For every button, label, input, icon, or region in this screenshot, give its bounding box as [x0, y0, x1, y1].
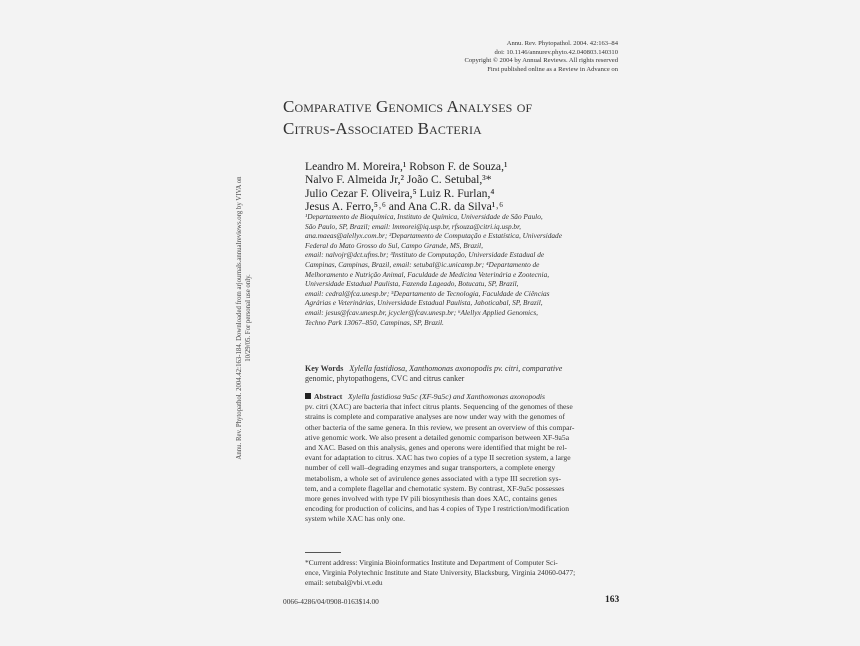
affiliation-line: Campinas, Campinas, Brazil, email: setubal@ic.unicamp.br; ⁴Departamento de [305, 259, 540, 269]
square-bullet-icon [305, 393, 311, 399]
affiliation-line: email: nalvojr@dct.ufms.br; ³Instituto de Computação, Universidade Estadual de [305, 250, 545, 260]
affiliations [305, 212, 625, 327]
copyright-line: Copyright © 2004 by Annual Reviews. All rights reserved [464, 57, 618, 65]
affiliation-line: Agrárias e Veterinárias, Universidade Estadual Paulista, Jaboticabal, SP, Brazil, [305, 298, 543, 308]
abstract-line: number of cell wall–degrading enzymes and sugar transporters, a complete energy [305, 463, 556, 473]
author-line: Jesus A. Ferro,⁵˒⁶ and Ana C.R. da Silva¹˒⁶ [305, 200, 504, 214]
abstract-line: system while XAC has only one. [305, 514, 405, 524]
author-line: Nalvo F. Almeida Jr,² João C. Setubal,³* [305, 173, 492, 187]
affiliation-line: Federal do Mato Grosso do Sul, Campo Grande, MS, Brazil, [305, 240, 483, 250]
affiliation-line: ¹Departamento de Bioquímica, Instituto de Química, Universidade de São Paulo, [305, 212, 543, 221]
affiliation-line: São Paulo, SP, Brazil; email: lmmorei@iq.usp.br, rfsouza@citri.iq.usp.br, [305, 221, 521, 231]
affiliation-line: Universidade Estadual Paulista, Fazenda Lageado, Botucatu, SP, Brazil, [305, 279, 519, 289]
abstract-line: other bacteria of the same genera. In this review, we present an overview of this compar- [305, 422, 575, 432]
affiliation-line: ana.maeas@alellyx.com.br; ²Departamento de Computação e Estatística, Universidade [305, 231, 562, 241]
author-list [305, 160, 507, 214]
abstract-line: metabolism, a whole set of avirulence genes associated with a type III secretion sys- [305, 473, 561, 483]
affiliation-line: email: jesus@fcav.unesp.br, jcycler@fcav.unesp.br; ⁶Alellyx Applied Genomics, [305, 307, 538, 317]
affiliation-line: Techno Park 13067–850, Campinas, SP, Brazil. [305, 317, 444, 327]
footnote-line: ence, Virginia Polytechnic Institute and State University, Blacksburg, Virginia 24060-0477; [305, 568, 576, 577]
doi-line: doi: 10.1146/annurev.phyto.42.040803.140310 [494, 48, 618, 56]
key-words-label: Key Words [305, 364, 344, 373]
issn-code: 0066-4286/04/0908-0163$14.00 [283, 597, 379, 606]
abstract-line: ative genomic work. We also present a detailed genomic comparison between XF-9a5a [305, 432, 570, 442]
affiliation-line: email: cedral@fca.unesp.br; ⁵Departamento de Tecnologia, Faculdade de Ciências [305, 288, 550, 298]
article-title [283, 96, 532, 140]
citation-header [464, 40, 618, 74]
abstract-line: encoding for production of colicins, and has 4 copies of Type I restriction/modification [305, 504, 569, 514]
footnote-line: *Current address: Virginia Bioinformatics Institute and Department of Computer Sci- [305, 558, 558, 567]
affiliation-line: Melhoramento e Nutrição Animal, Faculdade de Medicina Veterinária e Zootecnia, [305, 269, 550, 279]
footnote-divider [305, 552, 341, 553]
key-words [305, 364, 623, 385]
abstract-line: more genes involved with type IV pili biosynthesis than does XAC, contains genes [305, 494, 557, 504]
abstract-line: pv. citri (XAC) are bacteria that infect citrus plants. Sequencing of the genomes of these [305, 402, 573, 412]
published-line: First published online as a Review in Advance on [487, 65, 618, 73]
download-sidebar [236, 168, 258, 468]
author-line: Julio Cezar F. Oliveira,⁵ Luiz R. Furlan,⁴ [305, 186, 495, 200]
abstract-line: strains is complete and comparative analyses are now under way with the genomes of [305, 412, 566, 422]
title-line-1: Comparative Genomics Analyses of [283, 97, 533, 116]
footnote-line: email: setubal@vbi.vt.edu [305, 578, 383, 587]
abstract-line: and XAC. Based on this analysis, genes and operons were identified that might be rel- [305, 443, 567, 453]
key-words-line-2: genomic, phytopathogens, CVC and citrus canker [305, 374, 465, 384]
key-words-line-1: Xylella fastidiosa, Xanthomonas axonopodis pv. citri, comparative [349, 364, 563, 373]
abstract [305, 392, 623, 525]
title-line-2: Citrus-Associated Bacteria [283, 119, 482, 138]
download-note: Annu. Rev. Phytopathol. 2004.42:163-184. Downloaded from arjournals.annualreviews.org by VIVA on 10/29/05. For personal use only. [236, 176, 252, 460]
abstract-label: Abstract [314, 392, 343, 401]
author-line: Leandro M. Moreira,¹ Robson F. de Souza,¹ [305, 160, 508, 173]
citation-line: Annu. Rev. Phytopathol. 2004. 42:163–84 [506, 40, 618, 47]
footnote [305, 558, 625, 588]
abstract-first-line: Xylella fastidiosa 9a5c (XF-9a5c) and Xanthomonas axonopodis [347, 392, 545, 401]
page-number: 163 [605, 595, 620, 605]
abstract-line: evant for adaptation to citrus. XAC has two copies of a type II secretion system, a large [305, 453, 571, 463]
abstract-line: tem, and a complete flagellar and chemotatic system. By contrast, XF-9a5c possesses [305, 483, 565, 493]
